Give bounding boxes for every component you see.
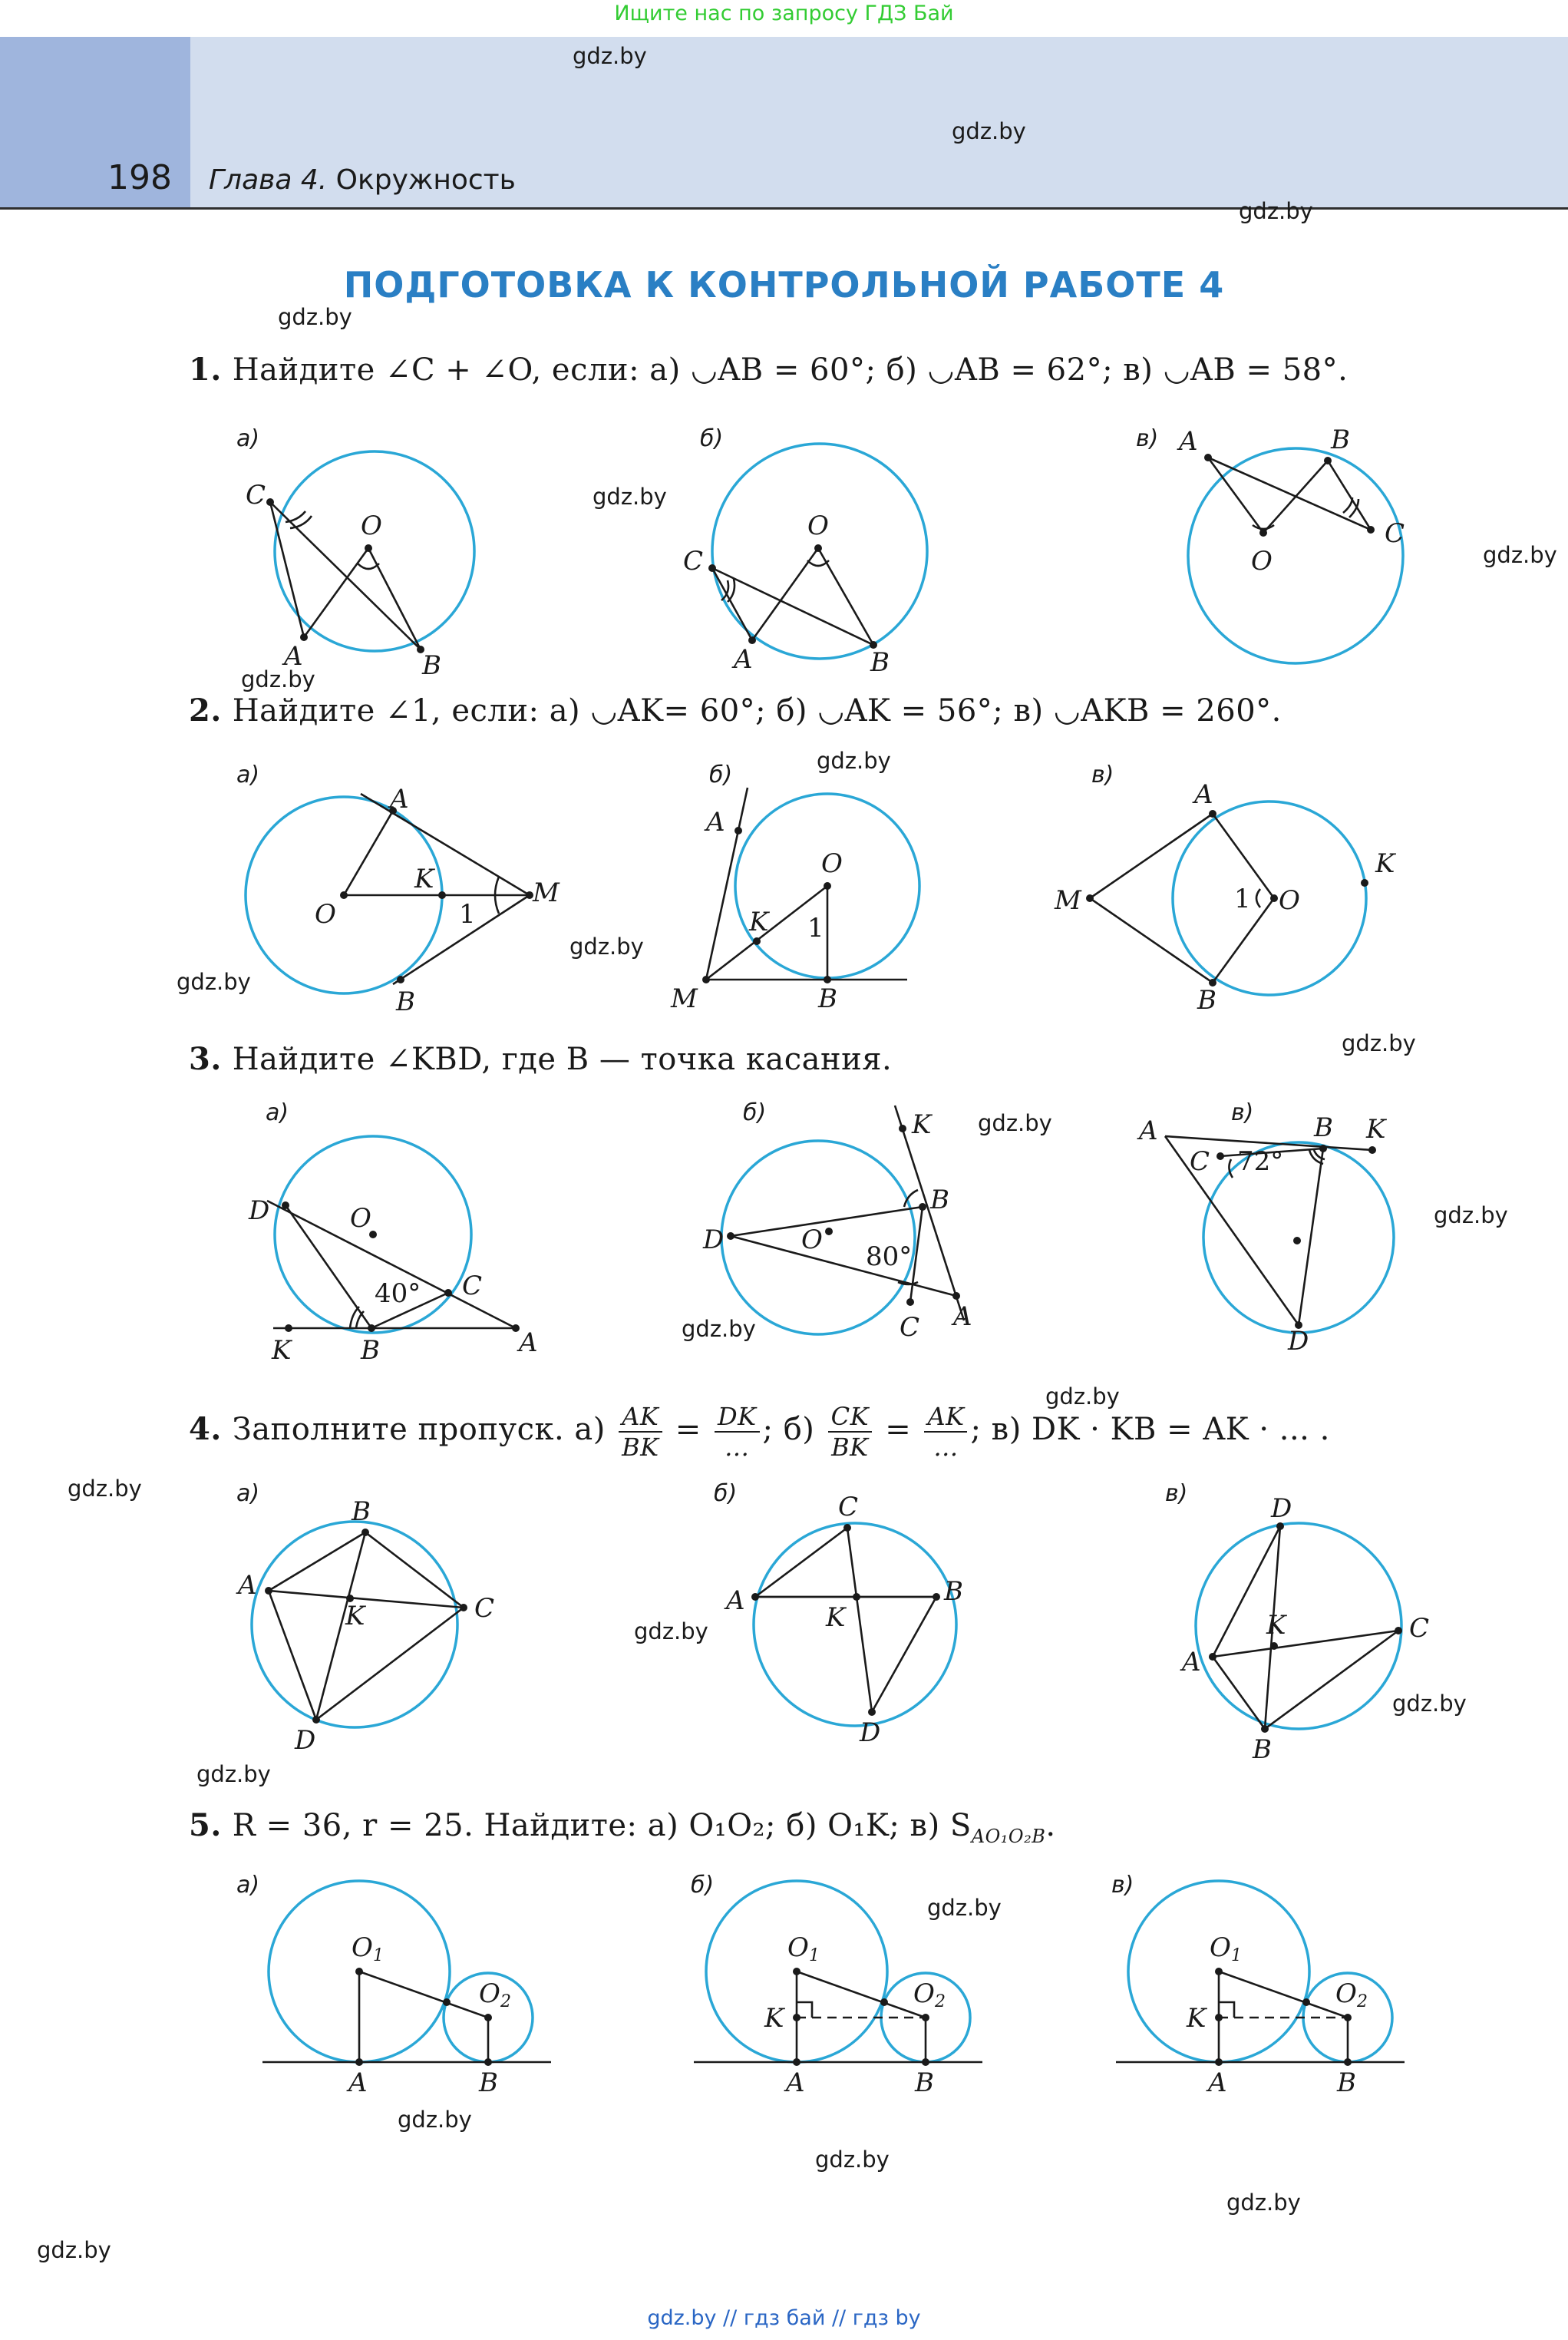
watermark: gdz.by	[927, 1895, 1002, 1921]
svg-text:C: C	[683, 546, 704, 577]
panel-label: в)	[1091, 762, 1114, 788]
problem-text: R = 36, r = 25. Найдите: а) O₁O₂; б) O₁K; в) S	[232, 1808, 972, 1843]
problem-number: 3.	[189, 1041, 222, 1077]
watermark: gdz.by	[634, 1618, 708, 1644]
svg-text:A: A	[1179, 426, 1198, 457]
svg-text:O: O	[361, 511, 382, 541]
svg-text:M: M	[671, 983, 698, 1014]
svg-text:A: A	[953, 1301, 972, 1332]
svg-text:K: K	[272, 1335, 292, 1366]
angle-label: 40°	[375, 1278, 421, 1309]
watermark: gdz.by	[37, 2237, 111, 2263]
angle-label: 1	[1234, 884, 1251, 914]
svg-text:K: K	[764, 2003, 784, 2034]
svg-text:A: A	[1208, 2067, 1227, 2098]
panel-label: б)	[700, 425, 724, 452]
watermark: gdz.by	[1226, 2190, 1301, 2216]
chapter-title	[209, 164, 516, 196]
svg-text:O: O	[913, 1978, 935, 2009]
watermark: gdz.by	[1392, 1691, 1467, 1717]
svg-text:K: K	[749, 907, 769, 937]
svg-text:D: D	[860, 1717, 881, 1748]
svg-text:K: K	[1366, 1114, 1386, 1145]
svg-text:A: A	[1194, 779, 1213, 810]
watermark: gdz.by	[196, 1761, 271, 1787]
watermark: gdz.by	[593, 484, 667, 510]
svg-text:C: C	[1409, 1613, 1430, 1644]
svg-text:B: B	[818, 983, 837, 1014]
svg-text:D: D	[295, 1725, 316, 1756]
svg-text:A: A	[726, 1585, 745, 1616]
svg-text:1: 1	[809, 1946, 820, 1965]
panel-label: а)	[236, 425, 260, 452]
figure-5c	[1113, 1873, 1420, 2104]
fraction: $\frac{CK}{BK}$	[828, 1402, 872, 1462]
figure-1c	[1136, 425, 1428, 676]
svg-text:A: A	[1139, 1115, 1158, 1146]
svg-text:B: B	[396, 987, 415, 1017]
problem-5	[189, 1807, 1056, 1847]
panel-label: в)	[1136, 425, 1159, 452]
panel-label: б)	[709, 762, 733, 788]
panel-label: б)	[691, 1872, 715, 1899]
figure-4c	[1136, 1493, 1443, 1765]
watermark: gdz.by	[569, 934, 644, 960]
svg-text:O: O	[801, 1225, 823, 1255]
problem-end: .	[1045, 1808, 1056, 1843]
page-number: 198	[107, 158, 172, 197]
svg-text:B: B	[422, 650, 441, 681]
svg-text:C: C	[1385, 518, 1405, 549]
problem-number: 5.	[189, 1807, 222, 1843]
watermark: gdz.by	[682, 1316, 756, 1342]
svg-text:2: 2	[1357, 1992, 1368, 2011]
svg-text:K: K	[1266, 1610, 1286, 1641]
figure-5b	[691, 1873, 998, 2104]
svg-text:K: K	[1375, 848, 1395, 879]
figure-3c	[1128, 1106, 1451, 1357]
figure-1b	[675, 430, 936, 683]
svg-text:K: K	[912, 1109, 932, 1140]
watermark: gdz.by	[815, 2147, 890, 2173]
watermark: gdz.by	[978, 1110, 1052, 1136]
svg-text:O: O	[1335, 1978, 1357, 2009]
svg-text:2: 2	[500, 1992, 511, 2011]
svg-text:O: O	[1210, 1932, 1231, 1963]
figure-2c	[1044, 775, 1395, 1016]
problem-text: Заполните пропуск. а)	[232, 1412, 606, 1447]
svg-text:K: K	[414, 864, 434, 894]
svg-text:O: O	[787, 1932, 809, 1963]
watermark: gdz.by	[68, 1476, 142, 1502]
svg-text:C: C	[838, 1492, 859, 1522]
problem-text: Найдите ∠KBD, где B — точка касания.	[232, 1042, 893, 1077]
svg-text:B: B	[1197, 985, 1216, 1016]
svg-text:A: A	[786, 2067, 805, 2098]
panel-label: а)	[236, 1872, 260, 1899]
figure-4a	[230, 1496, 522, 1756]
svg-text:D: D	[1288, 1326, 1309, 1357]
svg-text:O: O	[1251, 546, 1273, 577]
svg-text:A: A	[390, 784, 409, 815]
problem-text: Найдите ∠1, если: а) ◡AK= 60°; б) ◡AK = 56°; в) ◡AKB = 260°.	[232, 693, 1282, 729]
watermark: gdz.by	[573, 43, 647, 69]
figure-1a	[230, 430, 491, 683]
svg-text:D: D	[1271, 1493, 1292, 1524]
watermark: gdz.by	[398, 2107, 472, 2133]
svg-text:O: O	[350, 1203, 371, 1234]
watermark: gdz.by	[1483, 542, 1557, 568]
svg-text:O: O	[1279, 885, 1300, 916]
svg-text:B: B	[870, 647, 890, 678]
svg-text:C: C	[474, 1593, 495, 1624]
panel-label: а)	[236, 1480, 260, 1507]
footer-links: gdz.by // гдз бай // гдз by	[647, 2306, 921, 2330]
watermark: gdz.by	[278, 304, 352, 330]
problem-3	[189, 1041, 892, 1077]
fraction: $\frac{AK}{BK}$	[619, 1402, 662, 1462]
svg-text:A: A	[1182, 1647, 1201, 1677]
fraction: $\frac{AK}{...}$	[924, 1402, 967, 1462]
svg-text:K: K	[345, 1601, 365, 1631]
header-divider	[0, 207, 1568, 210]
problem-number: 1.	[189, 352, 222, 388]
top-note: Ищите нас по запросу ГДЗ Бай	[614, 2, 954, 25]
svg-text:B: B	[1337, 2067, 1356, 2098]
problem-number: 4.	[189, 1411, 222, 1447]
svg-text:C: C	[462, 1271, 483, 1301]
subscript: AO₁O₂B	[971, 1826, 1046, 1847]
svg-text:C: C	[246, 480, 266, 511]
svg-text:O: O	[479, 1978, 500, 2009]
chapter-name: Окружность	[335, 164, 516, 196]
svg-text:D: D	[703, 1225, 725, 1255]
angle-label: 72°	[1237, 1146, 1284, 1177]
svg-text:B: B	[352, 1496, 371, 1527]
svg-text:O: O	[807, 511, 829, 541]
angle-label: 80°	[866, 1241, 913, 1272]
problem-number: 2.	[189, 692, 222, 729]
svg-text:B: B	[930, 1185, 949, 1215]
problem-4: 4. Заполните пропуск. а) $\frac{AK}{BK}$ = $\frac{DK}{...}$ ; б) $\frac{CK}{BK}$ = $\frac{AK}{...}$ ; в) DK · KB = AK · ... .	[189, 1402, 1330, 1462]
panel-label: б)	[714, 1480, 738, 1507]
svg-text:1: 1	[1231, 1946, 1242, 1965]
angle-label: 1	[459, 899, 476, 930]
angle-label: 1	[807, 913, 824, 944]
svg-text:M: M	[533, 878, 560, 908]
svg-text:2: 2	[935, 1992, 946, 2011]
panel-label: а)	[266, 1099, 289, 1126]
problem-text: Найдите ∠C + ∠O, если: а) ◡AB = 60°; б) ◡AB = 62°; в) ◡AB = 58°.	[232, 352, 1348, 388]
svg-text:C: C	[900, 1312, 920, 1343]
svg-text:K: K	[1187, 2003, 1207, 2034]
watermark: gdz.by	[952, 118, 1026, 144]
svg-text:A: A	[734, 644, 753, 675]
svg-text:A: A	[706, 807, 725, 838]
section-title: ПОДГОТОВКА К КОНТРОЛЬНОЙ РАБОТЕ 4	[343, 264, 1225, 306]
panel-label: в)	[1231, 1099, 1254, 1126]
figure-2b	[668, 775, 929, 1021]
svg-text:B: B	[915, 2067, 934, 2098]
svg-text:O: O	[821, 848, 843, 879]
svg-text:A: A	[519, 1327, 538, 1358]
watermark: gdz.by	[1045, 1383, 1120, 1410]
figure-4b	[691, 1492, 998, 1750]
svg-text:B: B	[361, 1335, 380, 1366]
panel-label: в)	[1111, 1872, 1134, 1899]
watermark: gdz.by	[1342, 1030, 1416, 1056]
figure-5a	[253, 1873, 560, 2104]
svg-text:B: B	[944, 1576, 963, 1607]
panel-label: в)	[1165, 1480, 1188, 1507]
svg-text:B: B	[1253, 1734, 1272, 1765]
svg-text:A: A	[348, 2067, 368, 2098]
svg-text:O: O	[315, 899, 336, 930]
svg-text:K: K	[826, 1602, 846, 1633]
figure-3a	[246, 1121, 568, 1367]
svg-text:D: D	[249, 1195, 270, 1226]
problem-2	[189, 692, 1282, 729]
watermark: gdz.by	[1239, 198, 1313, 224]
fraction: $\frac{DK}{...}$	[715, 1402, 760, 1462]
chapter-label: Глава 4.	[209, 164, 328, 196]
figure-3b	[691, 1106, 1013, 1351]
watermark: gdz.by	[177, 969, 251, 995]
svg-text:B: B	[1314, 1112, 1333, 1143]
svg-text:C: C	[1190, 1146, 1210, 1177]
panel-label: а)	[236, 762, 260, 788]
svg-text:B: B	[479, 2067, 498, 2098]
watermark: gdz.by	[1434, 1202, 1508, 1228]
panel-label: б)	[743, 1099, 767, 1126]
svg-text:A: A	[284, 641, 303, 672]
svg-text:A: A	[238, 1570, 257, 1601]
watermark: gdz.by	[817, 748, 891, 774]
svg-text:B: B	[1331, 425, 1350, 455]
figure-2a	[230, 775, 583, 1017]
svg-text:O: O	[352, 1932, 373, 1963]
problem-1	[189, 352, 1348, 388]
svg-text:1: 1	[373, 1946, 384, 1965]
svg-text:M: M	[1055, 885, 1081, 916]
watermark: gdz.by	[241, 666, 315, 692]
